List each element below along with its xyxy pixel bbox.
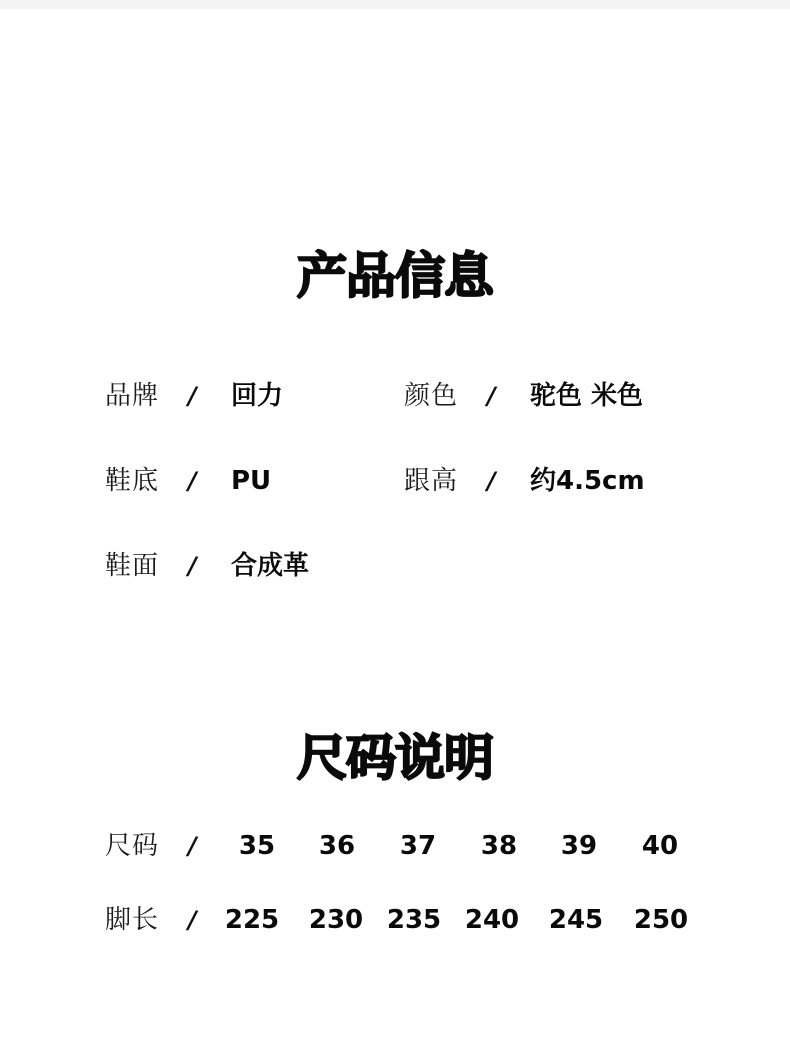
foot-length-row [0, 900, 790, 940]
foot-length-value: 225 [224, 905, 280, 935]
product-info-title: 产品信息 [297, 247, 493, 305]
spec-label-color: 颜色 [404, 381, 459, 411]
spec-separator: / [188, 552, 197, 580]
size-value: 37 [399, 831, 437, 861]
spec-value-heel: 约4.5cm [530, 466, 645, 496]
spec-value-color: 驼色 米色 [530, 381, 644, 411]
size-guide-title: 尺码说明 [297, 729, 493, 787]
foot-length-value: 245 [548, 905, 604, 935]
foot-length-separator: / [188, 906, 197, 934]
foot-length-value: 230 [308, 905, 364, 935]
spec-row-color [0, 376, 790, 416]
spec-value-upper: 合成革 [231, 551, 310, 581]
spec-label-sole: 鞋底 [105, 466, 160, 496]
spec-separator: / [487, 467, 496, 495]
top-divider-strip [0, 0, 790, 9]
size-row-label: 尺码 [105, 831, 160, 861]
spec-label-brand: 品牌 [105, 381, 160, 411]
size-value: 39 [560, 831, 598, 861]
size-value: 40 [641, 831, 679, 861]
spec-separator: / [487, 382, 496, 410]
spec-separator: / [188, 382, 197, 410]
spec-value-sole: PU [231, 466, 272, 496]
spec-separator: / [188, 467, 197, 495]
foot-length-value: 240 [464, 905, 520, 935]
foot-length-value: 250 [633, 905, 689, 935]
foot-length-value: 235 [386, 905, 442, 935]
size-value: 35 [238, 831, 276, 861]
spec-row-upper [0, 546, 790, 586]
spec-label-upper: 鞋面 [105, 551, 160, 581]
size-separator: / [188, 832, 197, 860]
spec-label-heel: 跟高 [404, 466, 459, 496]
size-value: 38 [480, 831, 518, 861]
spec-value-brand: 回力 [231, 381, 284, 411]
foot-length-label: 脚长 [105, 905, 160, 935]
size-value: 36 [318, 831, 356, 861]
spec-row-heel [0, 461, 790, 501]
size-row [0, 826, 790, 866]
